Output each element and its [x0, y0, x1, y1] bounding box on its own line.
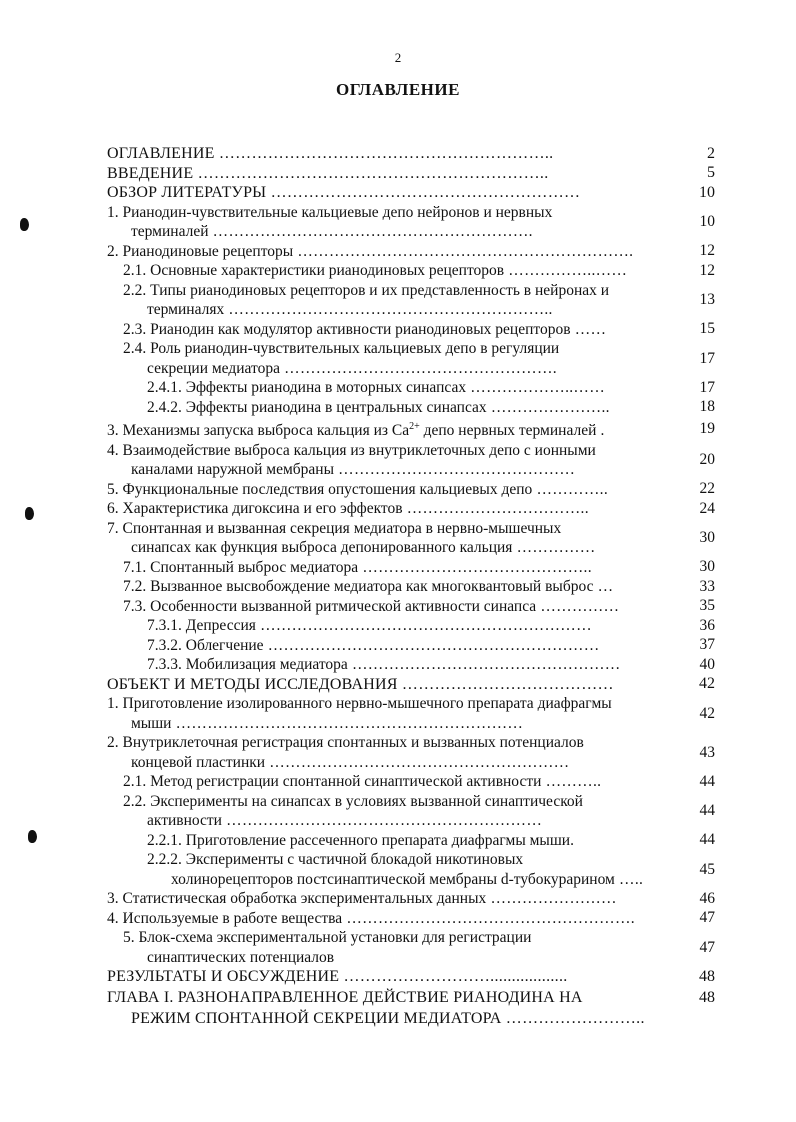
toc-entry[interactable] — [107, 164, 715, 184]
toc-entry-superscript: 2+ — [409, 421, 420, 432]
toc-page-number: 10 — [699, 183, 715, 201]
toc-entry-text — [107, 597, 693, 617]
toc-leader-dots: …………………………………………………… — [221, 812, 543, 830]
toc-entry-title: 4. Взаимодействие выброса кальция из внутриклеточных депо с ионными — [107, 441, 596, 459]
toc-entry-title: 7.3. Особенности вызванной ритмической активности синапса — [123, 597, 537, 615]
toc-entry-title: ОБЗОР ЛИТЕРАТУРЫ — [107, 184, 267, 201]
toc-page-number: 13 — [699, 291, 715, 308]
toc-leader-dots: ………………………………………………… — [266, 184, 581, 201]
toc-leader-dots: …………………………………………… — [347, 656, 621, 674]
toc-page-number: 19 — [699, 419, 715, 437]
toc-entry[interactable] — [107, 636, 715, 656]
toc-entry-title: 2.2.2. Эксперименты с частичной блокадой никотиновых — [147, 851, 524, 869]
page-title: ОГЛАВЛЕНИЕ — [336, 80, 460, 99]
toc-entry[interactable] — [107, 183, 715, 203]
toc-entry-title: ГЛАВА I. РАЗНОНАПРАВЛЕННОЕ ДЕЙСТВИЕ РИАНОДИНА НА — [107, 988, 583, 1006]
toc-entry-title: 2.2. Эксперименты на синапсах в условиях вызванной синаптической — [123, 792, 583, 810]
toc-entry[interactable] — [107, 417, 715, 441]
toc-entry-continuation: терминалей — [131, 223, 209, 240]
toc-page-number: 2 — [707, 144, 715, 162]
toc-leader-dots: ………………………………… — [397, 675, 614, 693]
toc-entry-title: ОБЪЕКТ И МЕТОДЫ ИССЛЕДОВАНИЯ — [107, 675, 398, 693]
toc-entry-title: 2. Рианодиновые рецепторы — [107, 242, 294, 260]
scan-speck — [28, 830, 37, 843]
toc-entry[interactable] — [107, 597, 715, 617]
toc-entry-continuation: активности — [147, 812, 222, 830]
toc-entry-title: 7.2. Вызванное высвобождение медиатора как многоквантовый выброс — [123, 578, 594, 596]
toc-entry-text — [107, 928, 693, 967]
toc-entry-title: 2. Внутриклеточная регистрация спонтанных и вызванных потенциалов — [107, 734, 584, 752]
toc-entry-text — [107, 203, 693, 242]
toc-leader-dots: ……………………………………………. — [279, 359, 557, 377]
toc-leader-dots: ………….. — [532, 480, 609, 498]
toc-leader-dots: ……………………….................. — [339, 968, 568, 986]
toc-leader-dots: ……………………………………………………. — [208, 223, 533, 240]
table-of-contents — [107, 144, 715, 1029]
toc-entry-text — [107, 987, 693, 1029]
toc-entry[interactable] — [107, 339, 715, 378]
toc-leader-dots: …………………… — [486, 890, 617, 908]
toc-page-number: 45 — [699, 860, 715, 878]
toc-entry-title: 2.4.2. Эффекты рианодина в центральных синапсах — [147, 398, 487, 416]
toc-entry-text — [107, 164, 693, 184]
toc-entry-continuation: секреции медиатора — [147, 359, 280, 377]
toc-page-number: 44 — [699, 772, 715, 790]
toc-leader-dots: ………………………………………………………… — [171, 714, 524, 732]
toc-page-number: 46 — [699, 889, 715, 907]
toc-entry-text — [107, 499, 693, 519]
toc-leader-dots: ….. — [614, 870, 644, 888]
toc-page-number: 35 — [699, 597, 715, 615]
toc-entry-title: ОГЛАВЛЕНИЕ — [107, 145, 215, 162]
toc-page-number: 43 — [699, 743, 715, 761]
toc-leader-dots: . — [596, 422, 605, 440]
toc-entry-title: 4. Используемые в работе вещества — [107, 909, 343, 927]
toc-leader-dots: ……….. — [541, 773, 602, 791]
toc-entry-title: 3. Статистическая обработка экспериментальных данных — [107, 890, 487, 908]
toc-entry-title: 7.3.3. Мобилизация медиатора — [147, 656, 348, 674]
toc-leader-dots: ……………………………………………………… — [263, 636, 600, 654]
toc-entry-text — [107, 889, 693, 909]
toc-entry-continuation: синапсах как функция выброса депонированного кальция — [131, 539, 513, 557]
toc-entry-continuation: мыши — [131, 714, 172, 732]
toc-entry[interactable] — [107, 987, 715, 1029]
toc-entry-continuation: каналами наружной мембраны — [131, 461, 334, 479]
toc-entry-text — [107, 831, 693, 851]
toc-entry-title: 2.4. Роль рианодин-чувствительных кальциевых депо в регуляции — [123, 340, 560, 357]
toc-leader-dots: …………………………………….. — [358, 558, 592, 576]
toc-leader-dots: …………………………………………………….. — [214, 145, 554, 162]
toc-entry-text — [107, 655, 693, 675]
toc-page-number: 30 — [699, 529, 715, 547]
toc-leader-dots: …………… — [512, 539, 596, 557]
toc-entry-title: 5. Функциональные последствия опустошения кальциевых депо — [107, 480, 533, 498]
toc-entry[interactable] — [107, 694, 715, 733]
toc-entry[interactable] — [107, 733, 715, 772]
toc-entry-title: 2.2. Типы рианодиновых рецепторов и их представленность в нейронах и — [123, 281, 610, 299]
toc-entry[interactable] — [107, 441, 715, 480]
toc-leader-dots: …… — [570, 320, 607, 338]
toc-entry-title: 7. Спонтанная и вызванная секреция медиатора в нервно-мышечных — [107, 519, 562, 537]
toc-page-number: 40 — [699, 655, 715, 673]
toc-entry-text — [107, 441, 693, 480]
toc-entry-title: 5. Блок-схема экспериментальной установки для регистрации — [123, 929, 532, 947]
toc-entry[interactable] — [107, 499, 715, 519]
toc-page-number: 30 — [699, 558, 715, 576]
toc-entry-title: РЕЗУЛЬТАТЫ И ОБСУЖДЕНИЕ — [107, 968, 340, 986]
toc-entry-title: 7.3.2. Облегчение — [147, 636, 264, 654]
toc-entry-text — [107, 772, 693, 792]
toc-entry-continuation: терминалях — [147, 301, 225, 318]
toc-leader-dots: ……………..…… — [504, 262, 628, 279]
toc-entry-text — [107, 675, 693, 695]
toc-entry-text — [107, 261, 693, 281]
toc-entry-continuation: концевой пластинки — [131, 753, 266, 771]
toc-page-number: 37 — [699, 636, 715, 654]
toc-page-number: 48 — [699, 988, 715, 1006]
toc-entry-text — [107, 417, 693, 441]
toc-entry[interactable] — [107, 655, 715, 675]
toc-entry-text — [107, 558, 693, 578]
toc-entry-continuation: синаптических потенциалов — [147, 948, 335, 966]
toc-entry[interactable] — [107, 772, 715, 792]
toc-entry[interactable] — [107, 144, 715, 164]
toc-entry-title-continuation: депо нервных терминалей — [419, 422, 597, 440]
toc-page-number: 42 — [699, 675, 715, 693]
toc-entry[interactable] — [107, 242, 715, 262]
toc-entry-title: 7.3.1. Депрессия — [147, 617, 256, 635]
toc-entry[interactable] — [107, 558, 715, 578]
toc-page-number: 42 — [699, 704, 715, 722]
toc-entry-continuation: РЕЖИМ СПОНТАННОЙ СЕКРЕЦИИ МЕДИАТОРА — [131, 1009, 502, 1027]
toc-entry[interactable] — [107, 967, 715, 987]
toc-entry[interactable] — [107, 675, 715, 695]
toc-page-number: 44 — [699, 831, 715, 849]
toc-entry-text — [107, 378, 693, 398]
toc-leader-dots: ……………………………………………………… — [255, 617, 592, 635]
toc-entry-continuation: холинорецепторов постсинаптической мембраны d-тубокурарином — [171, 870, 615, 888]
toc-leader-dots: ………………………………………………… — [265, 753, 570, 771]
toc-entry-title: 6. Характеристика дигоксина и его эффектов — [107, 500, 403, 518]
toc-entry[interactable] — [107, 577, 715, 597]
toc-page-number: 17 — [699, 349, 715, 367]
toc-page-number: 12 — [699, 242, 715, 260]
toc-entry[interactable] — [107, 909, 715, 929]
toc-leader-dots: ………………..…… — [466, 379, 606, 396]
toc-leader-dots: ………………………………………………. — [342, 909, 635, 927]
toc-entry-text — [107, 967, 693, 987]
toc-entry-text — [107, 792, 693, 831]
toc-entry-text — [107, 850, 693, 889]
scan-speck — [20, 218, 29, 231]
toc-entry-title: 2.1. Основные характеристики рианодиновых рецепторов — [123, 262, 505, 279]
toc-entry-text — [107, 480, 693, 500]
toc-page-number: 10 — [699, 213, 715, 230]
toc-entry[interactable] — [107, 616, 715, 636]
toc-entry-title: 7.1. Спонтанный выброс медиатора — [123, 558, 359, 576]
toc-entry[interactable] — [107, 203, 715, 242]
toc-entry[interactable] — [107, 480, 715, 500]
toc-entry-text — [107, 577, 693, 597]
toc-leader-dots: ……………………………………………………….. — [193, 164, 549, 182]
toc-entry-text — [107, 242, 693, 262]
toc-page-number: 44 — [699, 802, 715, 820]
toc-leader-dots: ……………………………………… — [334, 461, 576, 479]
toc-entry-title: 2.2.1. Приготовление рассеченного препарата диафрагмы мыши. — [147, 831, 574, 849]
toc-leader-dots: ………………….. — [486, 398, 610, 416]
toc-entry[interactable] — [107, 281, 715, 320]
toc-leader-dots: …………………….. — [501, 1009, 645, 1027]
toc-page-number: 47 — [699, 938, 715, 956]
toc-entry-text — [107, 733, 693, 772]
toc-page-number: 17 — [699, 378, 715, 396]
scan-speck — [25, 507, 34, 520]
toc-entry-text — [107, 183, 693, 203]
toc-entry-title: 2.4.1. Эффекты рианодина в моторных синапсах — [147, 379, 467, 396]
toc-page-number: 22 — [699, 480, 715, 498]
toc-entry[interactable] — [107, 320, 715, 340]
toc-page-number: 36 — [699, 616, 715, 634]
toc-entry[interactable] — [107, 792, 715, 831]
toc-page-number: 18 — [699, 398, 715, 416]
toc-entry[interactable] — [107, 378, 715, 398]
toc-entry[interactable] — [107, 831, 715, 851]
toc-entry-text — [107, 339, 693, 378]
toc-page-number: 20 — [699, 451, 715, 469]
toc-leader-dots: …………………………………………………….. — [224, 301, 553, 318]
toc-entry-title: 1. Приготовление изолированного нервно-мышечного препарата диафрагмы — [107, 695, 612, 713]
toc-entry-title: 1. Рианодин-чувствительные кальциевые депо нейронов и нервных — [107, 203, 553, 221]
toc-page-number: 12 — [699, 261, 715, 279]
toc-entry[interactable] — [107, 928, 715, 967]
toc-entry[interactable] — [107, 398, 715, 418]
toc-entry-title: ВВЕДЕНИЕ — [107, 164, 194, 182]
toc-page-number: 5 — [707, 164, 715, 182]
toc-page-number: 47 — [699, 909, 715, 927]
toc-entry-text — [107, 616, 693, 636]
toc-leader-dots: …………………………….. — [402, 500, 589, 518]
toc-entry[interactable] — [107, 889, 715, 909]
toc-entry-title: 2.1. Метод регистрации спонтанной синаптической активности — [123, 773, 542, 791]
toc-page-number: 24 — [699, 499, 715, 517]
toc-page-number: 48 — [699, 967, 715, 985]
toc-leader-dots: … — [593, 578, 614, 596]
toc-entry-title: 2.3. Рианодин как модулятор активности рианодиновых рецепторов — [123, 320, 571, 338]
toc-page-number: 15 — [699, 320, 715, 338]
toc-entry-text — [107, 636, 693, 656]
toc-page-number: 33 — [699, 577, 715, 595]
toc-entry-text — [107, 281, 693, 320]
toc-entry-title: 3. Механизмы запуска выброса кальция из Ca — [107, 422, 410, 440]
toc-entry-text — [107, 694, 693, 733]
toc-entry[interactable] — [107, 519, 715, 558]
toc-entry[interactable] — [107, 850, 715, 889]
toc-entry-text — [107, 144, 693, 164]
toc-entry-text — [107, 320, 693, 340]
toc-entry[interactable] — [107, 261, 715, 281]
toc-leader-dots: ………………………………………………………. — [293, 242, 634, 260]
toc-entry-text — [107, 398, 693, 418]
toc-entry-text — [107, 519, 693, 558]
toc-leader-dots: …………… — [536, 597, 620, 615]
toc-entry-text — [107, 909, 693, 929]
page-number: 2 — [394, 50, 402, 65]
